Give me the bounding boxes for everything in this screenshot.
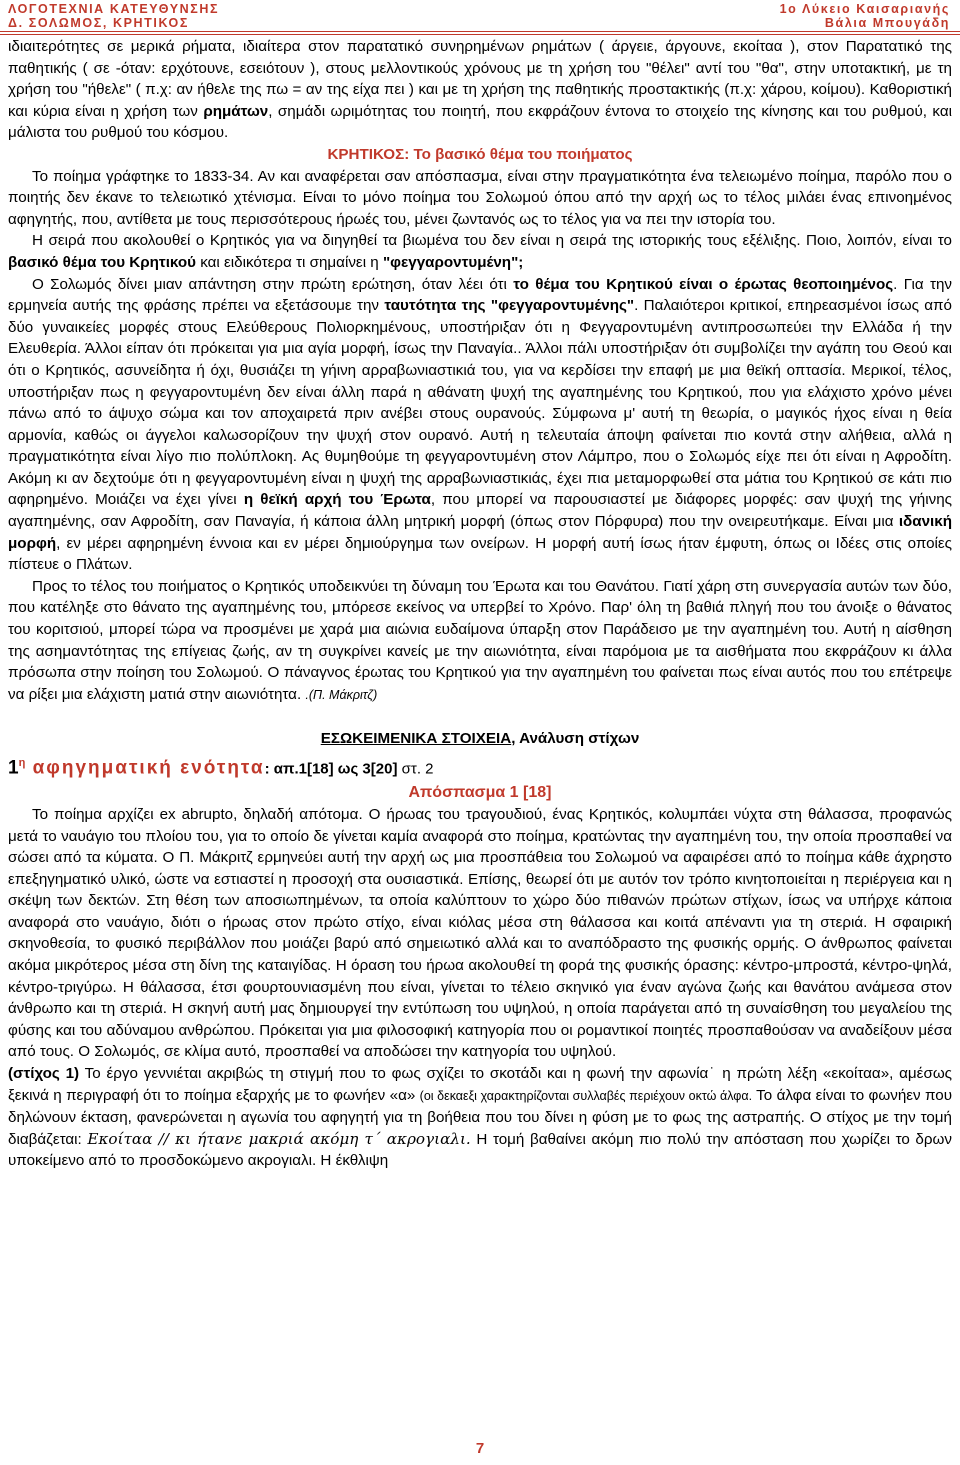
paragraph-eros-death: Προς το τέλος του ποιήματος ο Κρητικός υποδεικνύει τη δύναμη του Έρωτα και του Θανάτου. Γιατί χάρη στη συνεργασία αυτών των δύο, που κατέληξε στο θάνατο της αγαπημένης του, μπόρεσε εκείνος να υπερβεί το Χρόνο. Παρ' όλη τη βαθιά πληγή που του άνοιξε ο θάνατος του κοριτσιού, μπορεί τώρα να προσμένει με χαρά μια αιώνια ευδαίμονα ύπαρξη στον Παράδεισο με την αγαπημένη του. Αυτή η αίσθηση της ασημαντότητας της επίγειας ζωής, αν τη συγκρίνει κανείς με την αιωνιότητα, είναι παρόμοια με τα αισθήματα που εκφράζουν κι άλλα πρόσωπα στην ποίηση του Σολωμού. Ο πάναγνος έρωτας του Κρητικού για την αγαπημένη του φαίνεται πως είναι αυτός που του επέτρεψε να ρίξει μια ελάχιστη ματιά στην αιωνιότητα. .(Π. Μάκριτζ) bbox=[8, 577, 952, 703]
excerpt-heading: Απόσπασμα 1 [18] bbox=[408, 784, 552, 802]
paragraph-verbs: ιδιαιτερότητες σε μερικά ρήματα, ιδιαίτερα στον παρατατικό συνηρημένων ρημάτων ( άργειε, άργουνε, εκοίταα ), στον Παρατατικό της παθητικής ( σε -όταν: ερχότουνε, εσειότουν ), στους μελλοντικούς χρόνους με τη χρήση του "θέλει" αντί του "θα", στην υποτακτική, με τη χρήση του "ήθελε" ( π.χ: αν ήθελε της πω = αν της είχα πει ) και με τη χρήση της παθητικής προστακτικής (π.χ: χάρου, κοίμου). Καθοριστική και κύρια είναι η χρήση των ρημάτων, σημάδι ωριμότητας του ποιητή, που εκφράζουν έντονα το στοιχείο της κίνησης και του ρυθμού, και μάλιστα του ρυθμού του κόσμου. bbox=[8, 38, 952, 142]
spacer bbox=[8, 706, 952, 728]
document-body bbox=[8, 36, 952, 1172]
section-heading-text-elements: ΕΣΩΚΕΙΜΕΝΙΚΑ ΣΤΟΙΧΕΙΑ, Ανάλυση στίχων bbox=[320, 730, 640, 748]
header-right bbox=[780, 2, 950, 30]
page-number: 7 bbox=[475, 1440, 485, 1457]
page-header bbox=[0, 0, 960, 32]
narrative-unit-line: $1^\eta$ αφηγηματική ενότητα: απ.1[18] ως 3[20] στ. 2 bbox=[8, 757, 434, 779]
paragraph-question: Η σειρά που ακολουθεί ο Κρητικός για να διηγηθεί τα βιωμένα του δεν είναι η σειρά της ιστορικής τους εξέλιξης. Ποιο, λοιπόν, είναι το βασικό θέμα του Κρητικού και ειδικότερα τι σημαίνει η "φεγγαροντυμένη"; bbox=[8, 232, 952, 271]
header-left bbox=[8, 2, 219, 30]
header-rule-thin bbox=[0, 34, 960, 35]
course-title: ΛΟΓΟΤΕΧΝΙΑ ΚΑΤΕΥΘΥΝΣΗΣ bbox=[8, 2, 220, 16]
work-title: Δ. ΣΟΛΩΜΟΣ, ΚΡΗΤΙΚΟΣ bbox=[8, 16, 189, 30]
school-name: 1ο Λύκειο Καισαριανής bbox=[779, 2, 950, 16]
paragraph-verse-1: (στίχος 1) Το έργο γεννιέται ακριβώς τη στιγμή που το φως σχίζει το σκοτάδι και η φωνή την αφωνία˙ η πρώτη λέξη «εκοίταα», αμέσως ξεκινά η περιγραφή ότι το ποίημα εξαρχής με το φωνήεν «α» (οι δεκαεξι χαρακτηρίζονται συλλαβές περιέχουν οκτώ άλφα. Το άλφα είναι το φωνήεν που δηλώνουν έκταση, φανερώνεται η αγωνία του αφηγητή για τη βοήθεια που του δίνει η φύση με το φως της αστραπής. Ο στίχος με την τομή διαβάζεται: Εκοίταα // κι ήτανε μακριά ακόμη τ΄ ακρογιαλι. Η τομή βαθαίνει ακόμη πιο πολύ την απόσταση που χωρίζει το δρων υποκείμενο από το προσδοκώμενο ακρογιαλι. Η έκθλιψη bbox=[8, 1065, 953, 1170]
author-name: Βάλια Μπουγάδη bbox=[824, 16, 950, 30]
paragraph-ex-abrupto: Το ποίημα αρχίζει ex abrupto, δηλαδή απότομα. Ο ήρωας του τραγουδιού, ένας Κρητικός, κολυμπάει νύχτα στη θάλασσα, προφανώς μετά το ναυάγιο του πλοίου του, για το οποίο δε γίνεται καμία αναφορά στο ποίημα, κρατώντας την αγαπημένη του, την οποία προσπαθεί να σώσει από τα κύματα. Ο Π. Μάκριτζ ερμηνεύει αυτή την αρχή ως μια προσπάθεια του Σολωμού να αφαιρέσει από το ποίημα κάθε άχρηστο επεξηγηματικό υλικό, ώστε να εστιαστεί η προσοχή στα ουσιαστικά. Επίσης, θεωρεί ότι με αυτόν τον τρόπο κινητοποιείται η περιέργεια και η σκέψη των δεκτών. Στη θέση των αποσιωπημένων, τα οποία καλύπτουν το χώρο δύο πιθανών πρώτων στίχων, ίσως να υπήρχε κάποια αναφορά στο ναυάγιο, διότι ο ήρωας στον πρώτο στίχο, είναι κιόλας μέσα στη θάλασσα και κοιτά απέναντι για τη στεριά. Η σφαιρική σκηνοθεσία, το φυσικό περιβάλλον που μοιάζει βαρύ από σημειωτικό αλλά και το αναπόδραστο της φυσικής ορμής. Ο άνθρωπος φαίνεται ακόμα μικρότερος μέσα στη δίνη της καταιγίδας. Η όραση του ήρωα ακολουθεί τη φορά της φυσικής όρασης: κέντρο-μπροστά, κέντρο-ψηλά, κέντρο-τριγύρω. Η θάλασσα, έτσι φουρτουνιασμένη που είναι, γίνεται το τέλειο σκηνικό για έναν αγώνα ζωής και θανάτου ανάμεσα στον άνθρωπο και τη στεριά. Η σκηνή αυτή μας δημιουργεί την εντύπωση του υψηλού, η οποία παράγεται από τη συναίσθηση του μεγαλείου της φύσης και του αδύναμου ανθρώπου. Πρόκειται για μια φιλοσοφική κατηγορία που οι ρομαντικοί ποιητές προσπαθούσαν να αναδείξουν μέσα από τους. Ο Σολωμός, σε κλίμα αυτό, προσπαθεί να αποδώσει την κατηγορία του υψηλού. bbox=[8, 805, 952, 1061]
header-rule bbox=[0, 31, 960, 32]
paragraph-poem-date: Το ποίημα γράφτηκε το 1833-34. Αν και αναφέρεται σαν απόσπασμα, είναι στην πραγματικότητα ένα τελειωμένο ποίημα, παρόλο που ο ποιητής δεν έκανε το τελειωτικό χτένισμα. Είναι το μόνο ποίημα του Σολωμού όπου από την αρχή ως το τέλος μιλάει ένας επινοημένος αφηγητής, που, αντίθετα με τους περισσότερους ήρωές του, μένει ζωντανός ως το τέλος για να πει την ιστορία του. bbox=[8, 167, 952, 228]
paragraph-answer: Ο Σολωμός δίνει μιαν απάντηση στην πρώτη ερώτηση, όταν λέει ότι το θέμα του Κρητικού είναι ο έρωτας θεοποιημένος. Για την ερμηνεία αυτής της φράσης πρέπει να εξετάσουμε την ταυτότητα της "φεγγαροντυμένης". Παλαιότεροι κριτικοί, επηρεασμένοι ίσως από δύο γυναικείες μορφές στους Ελεύθερους Πολιορκημένους, υποστήριξαν ότι η Φεγγαροντυμένη αντιπροσωπεύει την Ελλάδα ή την Ελευθερία. Άλλοι είπαν ότι πρόκειται για μια αγία μορφή, ίσως την Παναγία.. Άλλοι πάλι υποστήριξαν ότι συμβολίζει την αγάπη του Θεού και ότι ο Κρητικός, ασυνείδητα ή όχι, θυσιάζει τη γήινη αρραβωνιαστικιά του, για να κερδίσει την επαφή με μια θεϊκή οπτασία. Μερικοί, τέλος, υποστήριξαν πως η φεγγαροντυμένη δεν είναι άλλη παρά η αθάνατη ψυχή της αγαπημένης του Κρητικού, που για ελάχιστο χρόνο μένει πάνω από το άψυχο σώμα και τον αποχαιρετά πριν ανέβει στους ουρανούς. Σύμφωνα μ' αυτή τη θεωρία, ο μαγικός ήχος είναι η θεία αρμονία, καθώς οι άγγελοι καλωσορίζουν την ψυχή στον ουρανό. Αυτή η τελευταία άποψη φαίνεται πιο κοντά στην αλήθεια, αλλά η πραγματικότητα είναι λίγο πιο πολύπλοκη. Ας θυμηθούμε τη φεγγαροντυμένη στον Λάμπρο, που ο Σολωμός είχε πει ότι είναι η Αφροδίτη. Ακόμη κι αν δεχτούμε ότι η φεγγαροντυμένη είναι η ψυχή της αρραβωνιαστικιάς, έχει πια μεταμορφωθεί στα μάτια του Κρητικού σε κάτι πιο αφηρημένο. Μοιάζει να έχει γίνει η θεϊκή αρχή του Έρωτα, που μπορεί να παρουσιαστεί με διάφορες μορφές: σαν ψυχή της γήινης αγαπημένης, σαν Αφροδίτη, σαν Παναγία, ή κάποια άλλη μητρική μορφή (όπως στον Πόρφυρα) που την ονειρευτήκαμε. Είναι μια ιδανική μορφή, εν μέρει αφηρημένη έννοια και εν μέρει δημιούργημα των ονείρων. Η μορφή αυτή ίσως ήταν έμφυτη, όπως οι Ιδέες στις οποίες πίστευε ο Πλάτων. bbox=[8, 275, 952, 574]
section-heading-theme: ΚΡΗΤΙΚΟΣ: Το βασικό θέμα του ποιήματος bbox=[327, 145, 633, 163]
